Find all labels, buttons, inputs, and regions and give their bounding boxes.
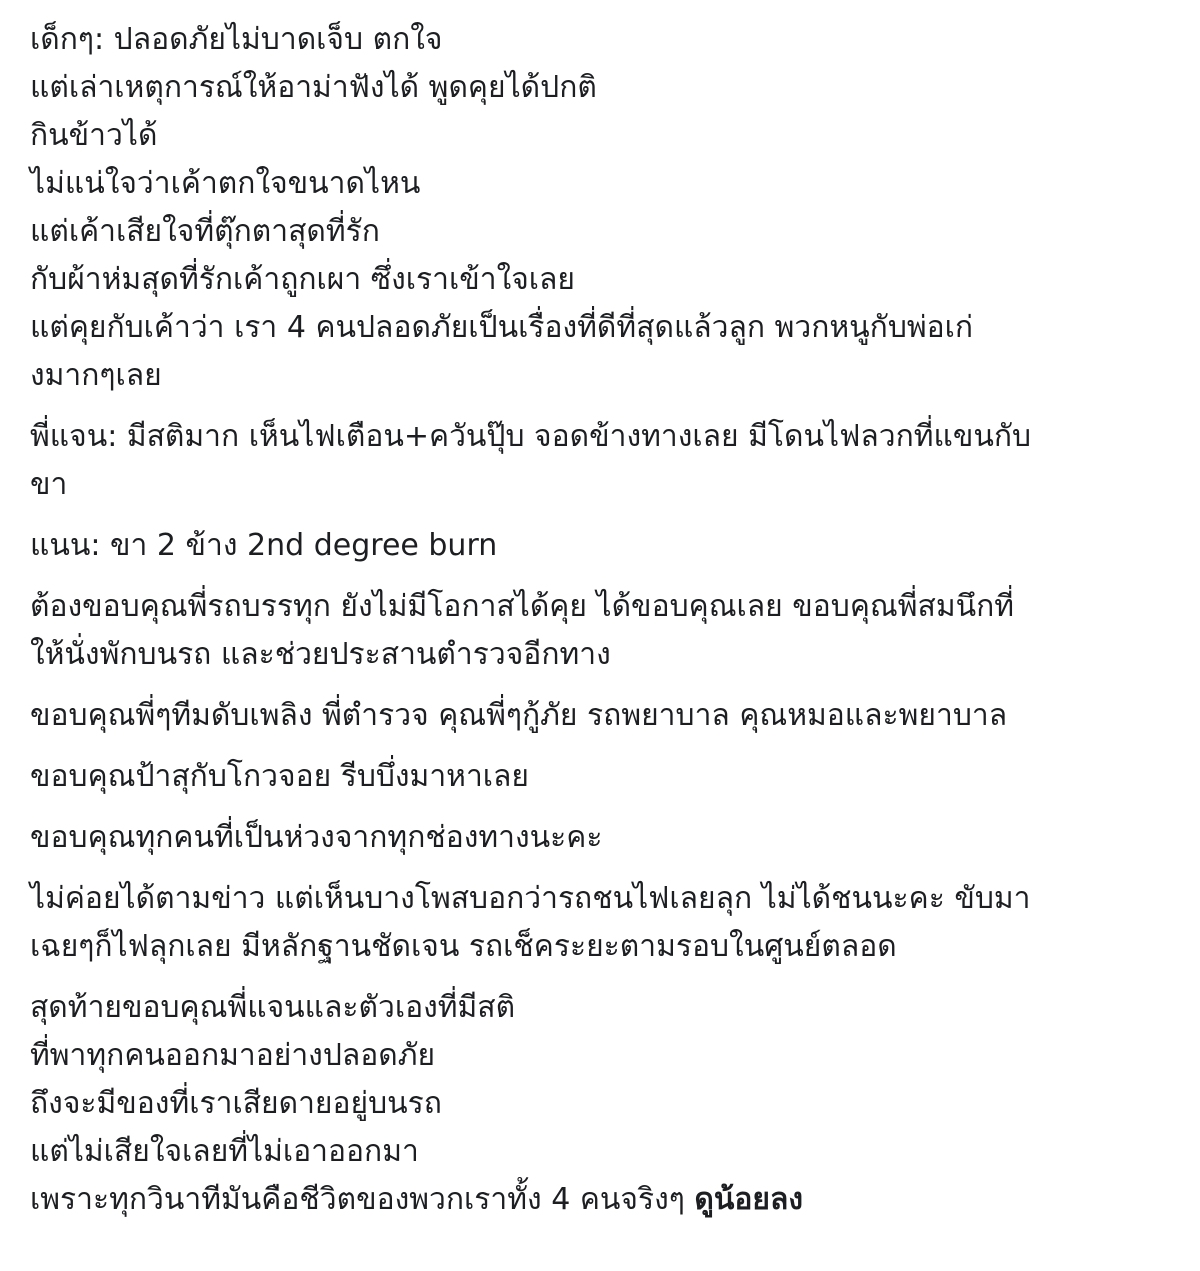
post-paragraph (30, 692, 1180, 740)
post-line: ให้นั่งพักบนรถ และช่วยประสานตำรวจอีกทาง (30, 637, 611, 672)
post-line: ขอบคุณทุกคนที่เป็นห่วงจากทุกช่องทางนะคะ (30, 820, 603, 855)
post-paragraph (30, 583, 1180, 679)
closing-paragraph (30, 984, 1180, 1224)
post-line: ขา (30, 467, 68, 502)
post-line: แต่ไม่เสียใจเลยที่ไม่เอาออกมา (30, 1134, 419, 1169)
post-paragraph (30, 753, 1180, 801)
post-paragraph (30, 875, 1180, 971)
post-line: แนน: ขา 2 ข้าง 2nd degree burn (30, 528, 498, 563)
post-paragraph (30, 522, 1180, 570)
post-line: แต่คุยกับเค้าว่า เรา 4 คนปลอดภัยเป็นเรื่องที่ดีที่สุดแล้วลูก พวกหนูกับพ่อเก่ (30, 310, 974, 345)
post-line: กับผ้าห่มสุดที่รักเค้าถูกเผา ซึ่งเราเข้าใจเลย (30, 262, 576, 297)
post-line: แต่เล่าเหตุการณ์ให้อาม่าฟังได้ พูดคุยได้ปกติ (30, 70, 597, 105)
post-line: ถึงจะมีของที่เราเสียดายอยู่บนรถ (30, 1086, 442, 1121)
post-line: ต้องขอบคุณพี่รถบรรทุก ยังไม่มีโอกาสได้คุย ได้ขอบคุณเลย ขอบคุณพี่สมนึกที่ (30, 589, 1015, 624)
post-line: ไม่แน่ใจว่าเค้าตกใจขนาดไหน (30, 166, 421, 201)
post-line: ที่พาทุกคนออกมาอย่างปลอดภัย (30, 1038, 436, 1073)
post-line: สุดท้ายขอบคุณพี่แจนและตัวเองที่มีสติ (30, 990, 516, 1025)
post-paragraph (30, 814, 1180, 862)
post-line-text: เพราะทุกวินาทีมันคือชีวิตของพวกเราทั้ง 4 คนจริงๆ (30, 1182, 685, 1217)
post-line: ขอบคุณพี่ๆทีมดับเพลิง พี่ตำรวจ คุณพี่ๆกู้ภัย รถพยาบาล คุณหมอและพยาบาล (30, 698, 1008, 733)
post-line: งมากๆเลย (30, 358, 162, 393)
post-line: กินข้าวได้ (30, 118, 158, 153)
post-line: เฉยๆก็ไฟลุกเลย มีหลักฐานชัดเจน รถเช็คระยะตามรอบในศูนย์ตลอด (30, 929, 897, 964)
post-line: ไม่ค่อยได้ตามข่าว แต่เห็นบางโพสบอกว่ารถชนไฟเลยลุก ไม่ได้ชนนะคะ ขับมา (30, 881, 1031, 916)
post-paragraph (30, 16, 1180, 400)
see-less-link[interactable]: ดูน้อยลง (694, 1182, 804, 1217)
post-line: ขอบคุณป้าสุกับโกวจอย รีบบึ่งมาหาเลย (30, 759, 530, 794)
post-paragraph (30, 413, 1180, 509)
post-line: แต่เค้าเสียใจที่ตุ๊กตาสุดที่รัก (30, 214, 380, 249)
post-line: เด็กๆ: ปลอดภัยไม่บาดเจ็บ ตกใจ (30, 22, 443, 57)
post-line: พี่แจน: มีสติมาก เห็นไฟเตือน+ควันปุ๊บ จอดข้างทางเลย มีโดนไฟลวกที่แขนกับ (30, 419, 1032, 454)
post-body (30, 16, 1180, 1237)
post-line (30, 1176, 1180, 1224)
